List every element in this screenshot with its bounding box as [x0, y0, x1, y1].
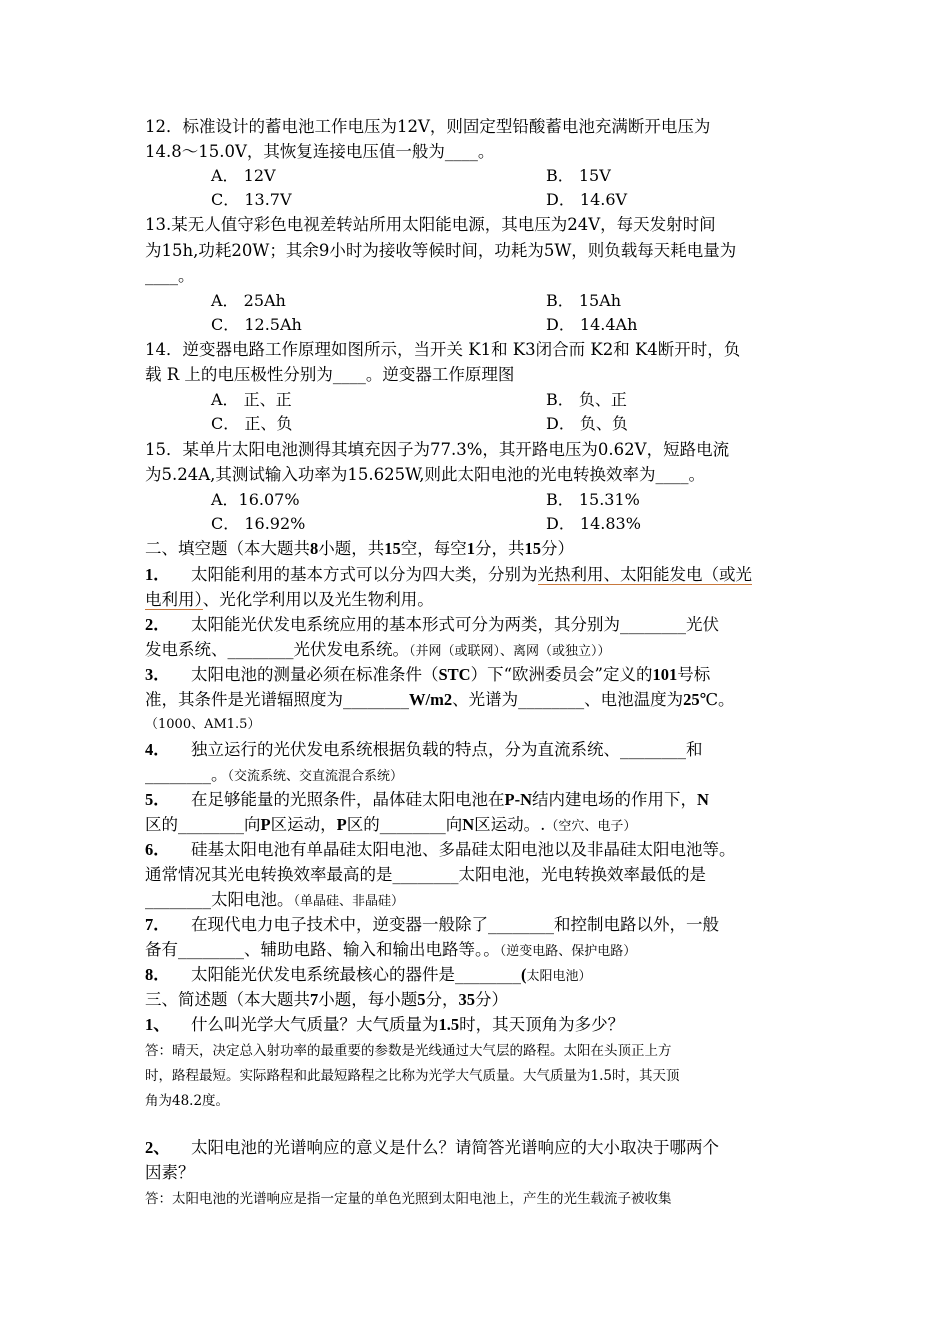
- question-13-line-3: ____。: [145, 266, 195, 285]
- section-3-heading: 三、简述题（本大题共7小题，每小题5分，35分）: [145, 990, 508, 1009]
- brief-answer-1-line-1: 答：晴天，决定总入射功率的最重要的参数是光线通过大气层的路程。太阳在头顶正上方: [145, 1043, 672, 1059]
- fill-question-6-line-2: 通常情况其光电转换效率最高的是________太阳电池，光电转换效率最低的是: [145, 865, 706, 884]
- question-14-option-a: A． 正、正: [211, 390, 292, 409]
- question-12-option-b: B． 15V: [546, 166, 611, 185]
- question-15-option-b: B． 15.31%: [546, 490, 640, 509]
- question-15-option-a: A．16.07%: [211, 490, 300, 509]
- question-13-option-a: A． 25Ah: [211, 291, 286, 310]
- fill-question-7-line-1: 7． 在现代电力电子技术中，逆变器一般除了________和控制电路以外，一般: [145, 915, 719, 934]
- question-14-line-1: 14．逆变器电路工作原理如图所示，当开关 K1和 K3闭合而 K2和 K4断开时，负: [145, 340, 741, 359]
- fill-question-1-line-1: 1． 太阳能利用的基本方式可以分为四大类，分别为光热利用、太阳能发电（或光: [145, 565, 752, 584]
- brief-answer-2-line-1: 答：太阳电池的光谱响应是指一定量的单色光照到太阳电池上，产生的光生载流子被收集: [145, 1191, 672, 1207]
- fill-question-1-line-2: 电利用）、光化学利用以及光生物利用。: [145, 590, 434, 609]
- fill-question-7-line-2: 备有________、辅助电路、输入和输出电路等。。（逆变电路、保护电路）: [145, 940, 637, 959]
- question-14-line-2: 载 R 上的电压极性分别为____。逆变器工作原理图: [145, 365, 515, 384]
- fill-question-2-line-2: 发电系统、________光伏发电系统。（并网（或联网）、离网（或独立））: [145, 640, 611, 659]
- question-15-option-d: D． 14.83%: [546, 514, 641, 533]
- question-15-option-c: C． 16.92%: [211, 514, 306, 533]
- question-13-line-2: 为15h,功耗20W；其余9小时为接收等候时间，功耗为5W，则负载每天耗电量为: [145, 241, 737, 260]
- fill-question-3-line-2: 准，其条件是光谱辐照度为________W/m2、光谱为________、电池温度为25℃。: [145, 690, 735, 709]
- fill-question-3-line-1: 3． 太阳电池的测量必须在标准条件（STC）下“欧洲委员会”定义的101号标: [145, 665, 711, 684]
- question-12-option-a: A． 12V: [211, 166, 276, 185]
- question-13-option-b: B． 15Ah: [546, 291, 622, 310]
- brief-question-2-line-1: 2、 太阳电池的光谱响应的意义是什么？请简答光谱响应的大小取决于哪两个: [145, 1138, 719, 1157]
- question-13-option-c: C． 12.5Ah: [211, 315, 302, 334]
- question-12-option-d: D． 14.6V: [546, 190, 628, 209]
- fill-question-8: 8． 太阳能光伏发电系统最核心的器件是________(太阳电池）: [145, 965, 592, 984]
- fill-question-5-line-2: 区的________向P区运动，P区的________向N区运动。.（空穴、电子）: [145, 815, 637, 834]
- question-13-option-d: D． 14.4Ah: [546, 315, 638, 334]
- brief-question-1: 1、 什么叫光学大气质量？大气质量为1.5时，其天顶角为多少？: [145, 1015, 625, 1034]
- fill-question-6-line-3: ________太阳电池。（单晶硅、非晶硅）: [145, 890, 405, 909]
- question-12-line-2: 14.8～15.0V，其恢复连接电压值一般为____。: [145, 142, 495, 161]
- fill-question-3-answer: （1000、AM1.5）: [145, 717, 261, 732]
- question-15-line-1: 15．某单片太阳电池测得其填充因子为77.3%，其开路电压为0.62V，短路电流: [145, 440, 730, 459]
- question-12-line-1: 12．标准设计的蓄电池工作电压为12V，则固定型铅酸蓄电池充满断开电压为: [145, 117, 711, 136]
- brief-answer-1-line-3: 角为48.2度。: [145, 1093, 230, 1109]
- fill-question-4-line-1: 4． 独立运行的光伏发电系统根据负载的特点，分为直流系统、________和: [145, 740, 703, 759]
- question-14-option-c: C． 正、负: [211, 414, 293, 433]
- fill-question-5-line-1: 5． 在足够能量的光照条件，晶体硅太阳电池在P-N结内建电场的作用下，N: [145, 790, 709, 809]
- question-13-line-1: 13.某无人值守彩色电视差转站所用太阳能电源，其电压为24V，每天发射时间: [145, 215, 716, 234]
- fill-question-6-line-1: 6． 硅基太阳电池有单晶硅太阳电池、多晶硅太阳电池以及非晶硅太阳电池等。: [145, 840, 736, 859]
- question-14-option-d: D． 负、负: [546, 414, 628, 433]
- question-12-option-c: C． 13.7V: [211, 190, 292, 209]
- fill-question-2-line-1: 2． 太阳能光伏发电系统应用的基本形式可分为两类，其分别为________光伏: [145, 615, 719, 634]
- question-15-line-2: 为5.24A,其测试输入功率为15.625W,则此太阳电池的光电转换效率为____。: [145, 465, 705, 484]
- brief-question-2-line-2: 因素？: [145, 1163, 195, 1182]
- question-14-option-b: B． 负、正: [546, 390, 627, 409]
- section-2-heading: 二、填空题（本大题共8小题，共15空，每空1分，共15分）: [145, 539, 574, 558]
- brief-answer-1-line-2: 时，路程最短。实际路程和此最短路程之比称为光学大气质量。大气质量为1.5时，其天顶: [145, 1068, 680, 1084]
- fill-question-4-line-2: ________。（交流系统、交直流混合系统）: [145, 765, 404, 784]
